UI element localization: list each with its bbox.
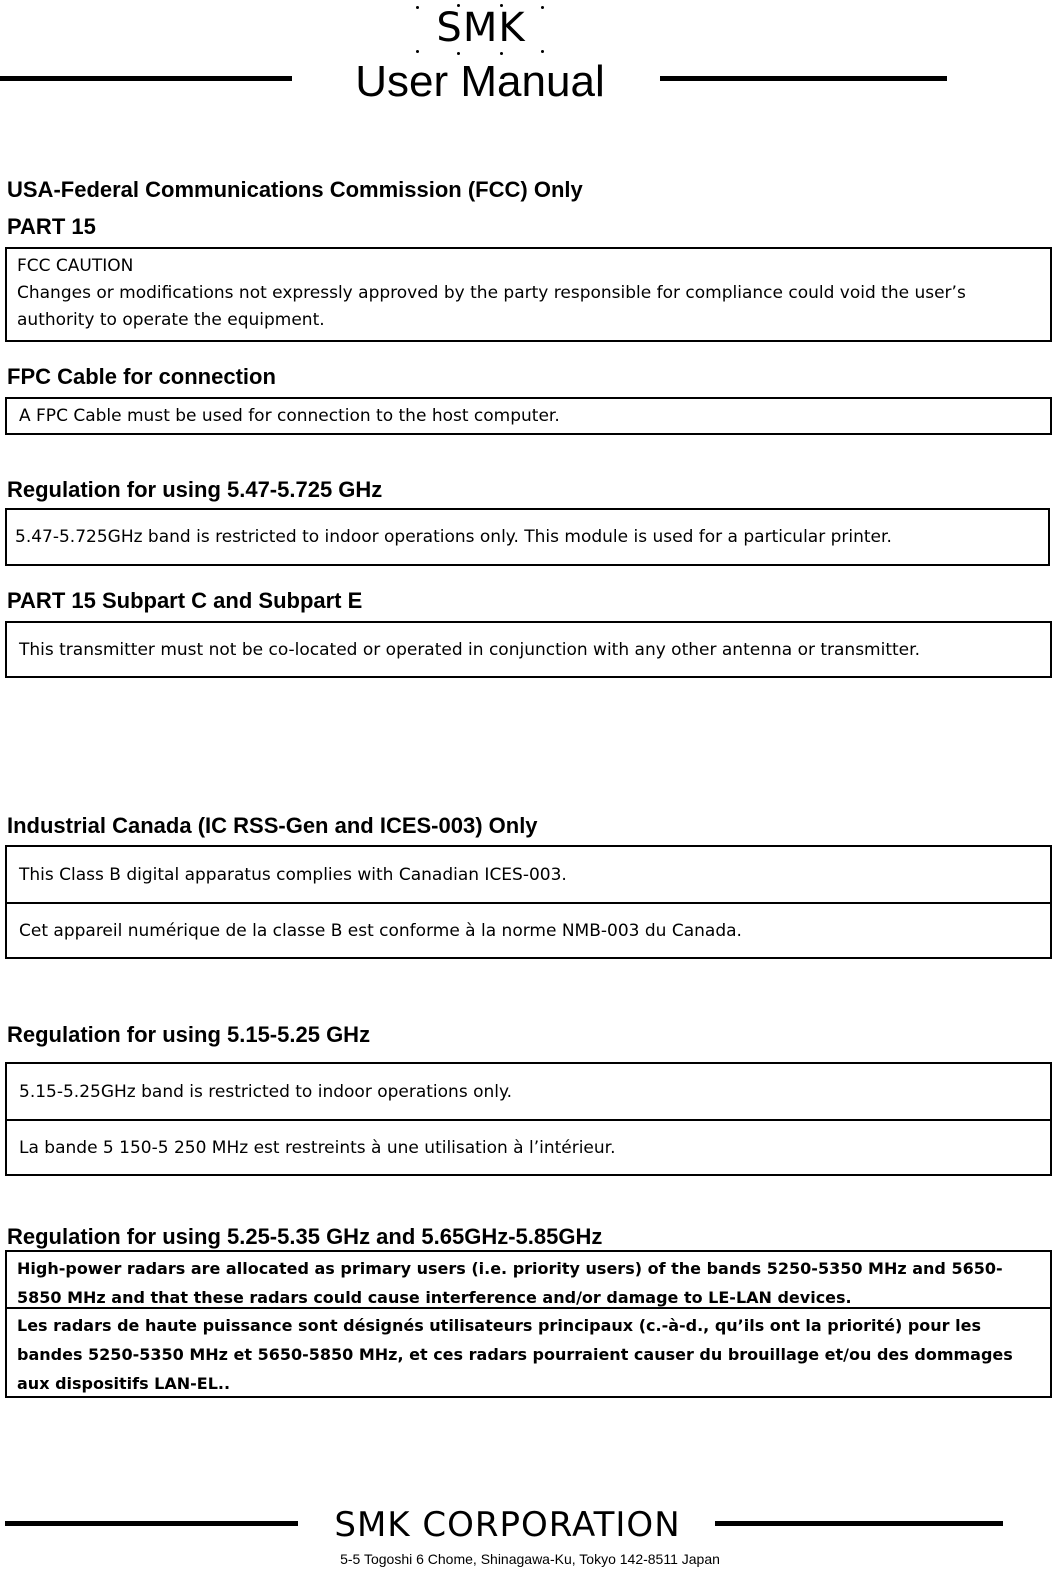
fcc-heading: USA-Federal Communications Commission (FCC) Only <box>7 177 583 202</box>
footer-address: 5-5 Togoshi 6 Chome, Shinagawa-Ku, Tokyo 142-8511 Japan <box>340 1551 720 1567</box>
reg515-heading: Regulation for using 5.15-5.25 GHz <box>7 1022 371 1047</box>
fcc-caution-text: Changes or modifications not expressly approved by the party responsible for compliance could void the user’s authority to operate the equipment. <box>17 283 966 330</box>
fpc-heading: FPC Cable for connection <box>7 364 276 389</box>
footer-rule-left <box>5 1521 298 1526</box>
ic-text-en: This Class B digital apparatus complies with Canadian ICES-003. <box>19 864 567 885</box>
reg525-box <box>5 1250 1052 1398</box>
reg515-box <box>5 1062 1052 1176</box>
fpc-text: A FPC Cable must be used for connection to the host computer. <box>19 406 560 426</box>
reg515-text-fr: La bande 5 150-5 250 MHz est restreints à une utilisation à l’intérieur. <box>19 1137 616 1158</box>
reg525-heading: Regulation for using 5.25-5.35 GHz and 5.65GHz-5.85GHz <box>7 1224 603 1249</box>
fpc-box <box>5 397 1052 435</box>
fcc-caution-title: FCC CAUTION <box>17 256 134 276</box>
smk-logo: SMK <box>436 5 526 51</box>
ic-heading: Industrial Canada (IC RSS-Gen and ICES-003) Only <box>7 813 538 838</box>
ic-text-fr: Cet appareil numérique de la classe B est conforme à la norme NMB-003 du Canada. <box>19 920 742 941</box>
reg515-text-en: 5.15-5.25GHz band is restricted to indoor operations only. <box>19 1081 513 1102</box>
reg547-text: 5.47-5.725GHz band is restricted to indoor operations only. This module is used for a particular printer. <box>15 527 892 547</box>
page-title: User Manual <box>355 57 605 106</box>
header-rule-right <box>660 76 947 81</box>
subpart-box <box>5 621 1052 678</box>
reg547-heading: Regulation for using 5.47-5.725 GHz <box>7 477 383 502</box>
subpart-heading: PART 15 Subpart C and Subpart E <box>7 588 363 613</box>
smk-corporation-logo: SMK CORPORATION <box>334 1505 681 1545</box>
ic-box <box>5 845 1052 959</box>
footer-rule-right <box>715 1521 1003 1526</box>
subpart-text: This transmitter must not be co-located or operated in conjunction with any other antenna or transmitter. <box>19 639 920 660</box>
header-rule-left <box>0 76 292 81</box>
part15-heading: PART 15 <box>7 214 96 239</box>
fcc-caution-box <box>5 247 1052 342</box>
reg525-text-fr: Les radars de haute puissance sont désignés utilisateurs principaux (c.-à-d., qu’ils ont la priorité) pour les bandes 5250-5350 MHz et 5650-5850 MHz, et ces radars pourraient causer du brouillage et/ou des dommages aux dispositifs LAN-EL.. <box>17 1316 1013 1393</box>
reg525-text-en: High-power radars are allocated as primary users (i.e. priority users) of the bands 5250-5350 MHz and 5650-5850 MHz and that these radars could cause interference and/or damage to LE-LAN devices. <box>7 1252 1050 1309</box>
reg547-box <box>5 508 1050 566</box>
